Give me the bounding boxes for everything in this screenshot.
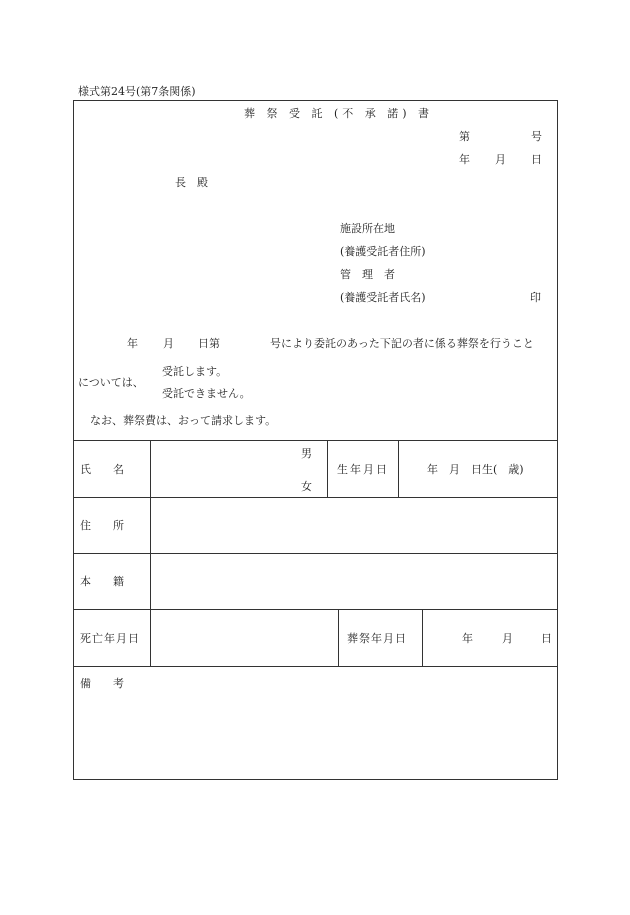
doc-number-suffix: 号 [531, 130, 542, 143]
funeral-date-day: 日 [541, 632, 552, 645]
manager-label: 管 理 者 [340, 268, 395, 281]
body-day-dai: 日第 [198, 337, 220, 350]
row-line-1 [73, 497, 558, 498]
body-tsuite: については、 [78, 376, 144, 389]
facility-address-label: 施設所在地 [340, 222, 395, 235]
row-line-2 [73, 553, 558, 554]
remarks-label: 備 考 [80, 677, 124, 690]
body-year: 年 [127, 337, 138, 350]
death-date-label: 死亡年月日 [80, 632, 140, 645]
option-reject: 受託できません。 [162, 387, 251, 400]
honseki-label: 本 籍 [80, 575, 124, 588]
addressee: 長 殿 [175, 176, 208, 189]
document-title: 葬 祭 受 託 (不 承 諾) 書 [244, 107, 434, 120]
form-number-label: 様式第24号(第7条関係) [78, 85, 196, 98]
address-label: 住 所 [80, 519, 124, 532]
row-line-3 [73, 609, 558, 610]
label-column-divider [150, 440, 151, 666]
name-label: 氏 名 [80, 463, 124, 476]
funeral-date-year: 年 [462, 632, 473, 645]
death-row-divider-1 [338, 609, 339, 666]
facility-address-sub: (養護受託者住所) [340, 245, 426, 258]
name-row-divider-2 [398, 440, 399, 497]
funeral-date-label: 葬祭年月日 [347, 632, 407, 645]
death-row-divider-2 [422, 609, 423, 666]
table-top-line [73, 440, 558, 441]
seal-mark: 印 [530, 291, 541, 304]
birth-date-value: 年 月 日生( 歳) [427, 463, 524, 476]
option-accept: 受託します。 [162, 365, 228, 378]
funeral-cost-note: なお、葬祭費は、おって請求します。 [90, 414, 277, 427]
row-line-4 [73, 666, 558, 667]
gender-male: 男 [301, 447, 312, 460]
body-month: 月 [163, 337, 174, 350]
funeral-date-month: 月 [502, 632, 513, 645]
issue-date-day: 日 [531, 153, 542, 166]
gender-female: 女 [301, 480, 312, 493]
body-sentence: 号により委託のあった下記の者に係る葬祭を行うこと [270, 337, 534, 350]
issue-date-year: 年 [459, 153, 470, 166]
manager-sub: (養護受託者氏名) [340, 291, 426, 304]
doc-number-prefix: 第 [459, 130, 470, 143]
birth-date-label: 生年月日 [337, 463, 389, 476]
name-row-divider-1 [327, 440, 328, 497]
issue-date-month: 月 [495, 153, 506, 166]
